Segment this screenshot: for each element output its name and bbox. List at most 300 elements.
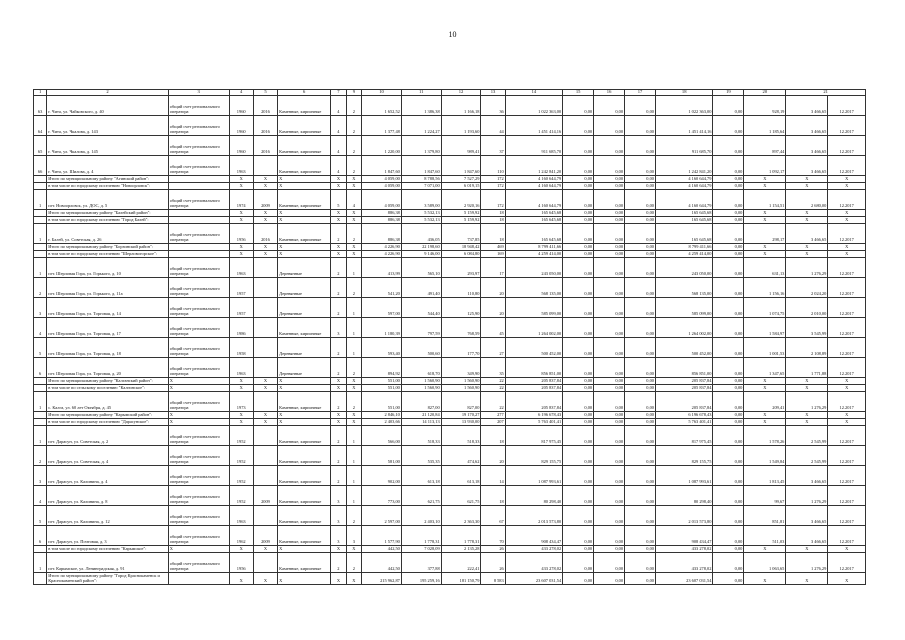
table-cell: 12.2017 — [828, 156, 866, 176]
table-cell: 23 607 031,54 — [505, 573, 562, 585]
table-cell: 1 549,84 — [744, 446, 786, 466]
table-cell: 293,97 — [441, 258, 481, 278]
table-cell: X — [786, 183, 828, 190]
table-cell: 0,00 — [625, 506, 656, 526]
table-cell: 0,00 — [563, 358, 594, 378]
table-row — [34, 553, 866, 573]
table-cell — [34, 176, 47, 183]
table-cell: 3 466,65 — [786, 96, 828, 116]
table-cell: 12.2017 — [828, 466, 866, 486]
table-cell: 2 — [346, 136, 361, 156]
table-cell: X — [253, 419, 277, 426]
table-cell: 67 — [481, 506, 505, 526]
table-cell: 377,88 — [401, 553, 441, 573]
table-cell: X — [331, 412, 346, 419]
table-cell: 205 837,84 — [655, 378, 712, 385]
header-cell: 20 — [744, 90, 786, 96]
subtotal-row — [34, 217, 866, 224]
table-cell: 433 278,02 — [505, 546, 562, 553]
table-cell: 827,00 — [401, 392, 441, 412]
table-cell: 1 193,60 — [441, 116, 481, 136]
table-cell: 737,85 — [441, 224, 481, 244]
table-cell: 631,13 — [744, 258, 786, 278]
table-cell: X — [744, 176, 786, 183]
table-cell: 243 050,00 — [505, 258, 562, 278]
table-cell: 0,00 — [594, 506, 625, 526]
table-cell: 2 846,10 — [362, 412, 402, 419]
table-cell: 165 645,68 — [655, 217, 712, 224]
table-cell: X — [828, 251, 866, 258]
table-cell: 1 — [346, 466, 361, 486]
table-cell: общий счет регионального оператора — [168, 96, 229, 116]
table-cell: 0,00 — [563, 244, 594, 251]
subtotal-row — [34, 378, 866, 385]
table-cell: 1 — [34, 553, 47, 573]
table-cell: 8 788,56 — [401, 176, 441, 183]
table-cell: 4 — [331, 156, 346, 176]
table-cell: 2 403,66 — [362, 419, 402, 426]
table-cell: Каменные, кирпичные — [278, 116, 331, 136]
table-cell: 26 — [481, 553, 505, 573]
table-cell: X — [168, 385, 229, 392]
table-cell: 6 196 678,43 — [505, 412, 562, 419]
table-cell: 63 — [34, 96, 47, 116]
table-cell — [34, 546, 47, 553]
table-cell: 22 — [481, 378, 505, 385]
table-cell: 4 160 644,79 — [655, 183, 712, 190]
table-cell: X — [229, 546, 253, 553]
table-cell: 0,00 — [713, 210, 744, 217]
table-cell — [34, 573, 47, 585]
table-cell: 469 — [481, 244, 505, 251]
table-cell: X — [786, 412, 828, 419]
table-cell: X — [278, 217, 331, 224]
table-cell: 1963 — [229, 258, 253, 278]
table-cell: 1 347,65 — [744, 358, 786, 378]
capital-repair-register-table — [33, 89, 866, 585]
table-cell: 0,00 — [594, 546, 625, 553]
table-cell: г. Чита, ул. Чайковского, д. 40 — [47, 96, 169, 116]
table-cell: 0,00 — [713, 176, 744, 183]
table-cell: 2 — [331, 466, 346, 486]
table-cell: 1 276,29 — [786, 258, 828, 278]
table-cell: 1 377,48 — [362, 116, 402, 136]
table-cell: 0,00 — [625, 446, 656, 466]
header-cell: 7 — [331, 90, 346, 96]
table-cell: 1 560,90 — [441, 378, 481, 385]
table-cell: 0,00 — [594, 116, 625, 136]
table-cell: 0,00 — [594, 385, 625, 392]
table-cell: X — [278, 244, 331, 251]
table-cell: общий счет регионального оператора — [168, 224, 229, 244]
table-cell: X — [229, 217, 253, 224]
table-cell: 0,00 — [594, 412, 625, 419]
table-cell: 2 — [331, 446, 346, 466]
table-cell: Деревянные — [278, 338, 331, 358]
table-cell: 0,00 — [594, 419, 625, 426]
table-cell: X — [346, 251, 361, 258]
table-cell — [253, 338, 277, 358]
table-cell: Деревянные — [278, 258, 331, 278]
table-cell: 565,10 — [401, 258, 441, 278]
table-cell: 4 160 644,79 — [505, 190, 562, 210]
table-cell: 1 — [34, 258, 47, 278]
table-cell: 1956 — [229, 553, 253, 573]
table-row — [34, 392, 866, 412]
table-cell: Каменные, кирпичные — [278, 136, 331, 156]
table-cell: 0,00 — [713, 258, 744, 278]
table-cell: 0,00 — [713, 378, 744, 385]
table-cell: X — [744, 419, 786, 426]
table-row — [34, 446, 866, 466]
table-cell: 886,38 — [362, 210, 402, 217]
subtotal-row — [34, 385, 866, 392]
table-cell: X — [744, 378, 786, 385]
table-cell: 2 — [331, 258, 346, 278]
table-cell: пгт. Шерловая Гора, ул. Горького, д. 11а — [47, 278, 169, 298]
table-cell: X — [828, 419, 866, 426]
table-cell: 7 527,29 — [441, 176, 481, 183]
table-cell: 4 — [346, 190, 361, 210]
table-cell: 0,00 — [594, 278, 625, 298]
table-cell: 817 975,45 — [505, 426, 562, 446]
table-cell: 2 545,99 — [786, 426, 828, 446]
table-cell: 433 278,02 — [655, 553, 712, 573]
table-cell: X — [278, 176, 331, 183]
table-cell: 0,00 — [713, 224, 744, 244]
table-cell: 0,00 — [563, 278, 594, 298]
table-cell: 4 059,00 — [362, 190, 402, 210]
table-cell: 908 434,47 — [505, 526, 562, 546]
table-cell: X — [786, 217, 828, 224]
table-cell: 2 024,20 — [786, 278, 828, 298]
table-cell: 2 — [346, 553, 361, 573]
table-cell: 0,00 — [594, 183, 625, 190]
table-cell: 0,00 — [563, 466, 594, 486]
table-cell: 518,33 — [401, 426, 441, 446]
table-cell: 18 — [481, 426, 505, 446]
table-cell: X — [331, 385, 346, 392]
table-row — [34, 116, 866, 136]
table-cell — [168, 183, 229, 190]
table-cell: Каменные, кирпичные — [278, 96, 331, 116]
table-cell: 1952 — [229, 466, 253, 486]
table-cell: 5 — [34, 338, 47, 358]
subtotal-row — [34, 419, 866, 426]
table-cell: X — [828, 385, 866, 392]
table-cell: 0,00 — [563, 486, 594, 506]
table-row — [34, 466, 866, 486]
table-cell: в том числе по городскому поселению "Город Балей": — [47, 217, 169, 224]
table-cell: в том числе по городскому поселению "Карымское": — [47, 546, 169, 553]
table-cell: X — [828, 546, 866, 553]
table-cell: 35 — [481, 358, 505, 378]
table-cell: 12.2017 — [828, 486, 866, 506]
header-cell: 3 — [168, 90, 229, 96]
table-row — [34, 526, 866, 546]
table-cell: 165 645,68 — [505, 210, 562, 217]
table-cell: 0,00 — [563, 183, 594, 190]
table-cell: общий счет регионального оператора — [168, 258, 229, 278]
table-cell: 0,00 — [563, 190, 594, 210]
table-cell: 0,00 — [594, 244, 625, 251]
table-cell: 1 264 002,00 — [505, 318, 562, 338]
header-cell: 11 — [401, 90, 441, 96]
table-cell: 1 771,88 — [786, 358, 828, 378]
table-cell: Каменные, кирпичные — [278, 190, 331, 210]
table-cell: 4 — [34, 318, 47, 338]
subtotal-row — [34, 244, 866, 251]
table-cell: Каменные, кирпичные — [278, 426, 331, 446]
table-cell: 177,70 — [441, 338, 481, 358]
table-cell: 474,62 — [441, 446, 481, 466]
table-cell: Итого по муниципальному району "Агинский район": — [47, 176, 169, 183]
table-row — [34, 224, 866, 244]
table-cell: 0,00 — [625, 419, 656, 426]
subtotal-row — [34, 546, 866, 553]
table-cell: 5 532,13 — [401, 210, 441, 217]
table-cell: 4 160 644,79 — [505, 183, 562, 190]
table-cell: 568 135,00 — [655, 278, 712, 298]
table-cell: 1 451 414,16 — [505, 116, 562, 136]
table-cell: 2 — [346, 358, 361, 378]
table-cell: 110,80 — [441, 278, 481, 298]
table-cell: г. Чита, ул. Шилова, д. 4 — [47, 156, 169, 176]
table-cell: Каменные, кирпичные — [278, 446, 331, 466]
table-cell: 511,03 — [744, 526, 786, 546]
table-cell — [168, 210, 229, 217]
table-cell: X — [278, 419, 331, 426]
table-cell: 0,00 — [625, 190, 656, 210]
table-cell: 8 799 411,66 — [505, 244, 562, 251]
table-cell: 4 — [331, 116, 346, 136]
table-cell: 4 160 644,79 — [655, 176, 712, 183]
table-row — [34, 278, 866, 298]
table-cell: пгт. Шерловая Гора, ул. Торговая, д. 20 — [47, 358, 169, 378]
table-cell: 80 298,40 — [655, 486, 712, 506]
table-cell: 12.2017 — [828, 338, 866, 358]
table-cell: 0,00 — [563, 378, 594, 385]
table-cell: Каменные, кирпичные — [278, 392, 331, 412]
table-cell: X — [278, 183, 331, 190]
table-row — [34, 190, 866, 210]
table-cell: 902,00 — [362, 466, 402, 486]
table-cell: 886,38 — [362, 217, 402, 224]
table-cell: 0,00 — [625, 136, 656, 156]
table-cell: пгт. Дарасун, ул. Калинина, д. 8 — [47, 486, 169, 506]
table-cell: 22 — [481, 385, 505, 392]
table-cell: 20 — [481, 278, 505, 298]
table-cell: 2 — [331, 553, 346, 573]
table-cell: 1952 — [229, 426, 253, 446]
table-cell: X — [828, 412, 866, 419]
header-cell: 16 — [594, 90, 625, 96]
table-cell: 2016 — [253, 224, 277, 244]
table-cell: 4 — [34, 486, 47, 506]
table-cell: 0,00 — [563, 553, 594, 573]
table-cell: 0,00 — [713, 553, 744, 573]
table-cell: 0,00 — [594, 298, 625, 318]
subtotal-row — [34, 176, 866, 183]
table-cell: 0,00 — [594, 446, 625, 466]
table-cell: 1 560,90 — [401, 385, 441, 392]
table-cell — [253, 278, 277, 298]
table-cell: 1 560,90 — [401, 378, 441, 385]
table-cell: 165 645,68 — [505, 217, 562, 224]
table-cell: общий счет регионального оператора — [168, 116, 229, 136]
table-cell: 2 680,00 — [786, 190, 828, 210]
table-cell: 2 545,99 — [786, 446, 828, 466]
table-cell: 2 403,10 — [401, 506, 441, 526]
table-cell: 222,41 — [441, 553, 481, 573]
table-cell: 0,00 — [625, 244, 656, 251]
table-cell: 12.2017 — [828, 116, 866, 136]
table-cell: 6 084,80 — [441, 251, 481, 258]
table-cell: 0,00 — [563, 546, 594, 553]
table-cell: X — [168, 412, 229, 419]
table-cell: 442,50 — [362, 553, 402, 573]
table-cell: 12.2017 — [828, 446, 866, 466]
table-cell: X — [331, 217, 346, 224]
table-row — [34, 258, 866, 278]
table-cell: 0,00 — [713, 526, 744, 546]
table-cell: 897,44 — [744, 136, 786, 156]
table-cell: 442,50 — [362, 546, 402, 553]
table-cell: X — [786, 251, 828, 258]
header-cell: 15 — [563, 90, 594, 96]
table-cell: X — [346, 546, 361, 553]
table-cell: X — [786, 244, 828, 251]
table-cell: 6 — [34, 358, 47, 378]
table-cell: 2 920,16 — [441, 190, 481, 210]
table-cell: X — [168, 419, 229, 426]
subtotal-row — [34, 573, 866, 585]
table-cell: 0,00 — [594, 466, 625, 486]
table-cell: 65 — [34, 136, 47, 156]
table-cell — [34, 217, 47, 224]
table-cell: 0,00 — [625, 224, 656, 244]
table-cell: 0,00 — [625, 486, 656, 506]
table-cell: X — [229, 251, 253, 258]
table-cell: 172 — [481, 190, 505, 210]
header-cell: 12 — [441, 90, 481, 96]
table-cell: 3 — [331, 318, 346, 338]
table-cell: 0,00 — [563, 176, 594, 183]
table-cell: 277 — [481, 412, 505, 419]
table-cell: пгт. Шерловая Гора, ул. Горького, д. 10 — [47, 258, 169, 278]
table-cell: пгт. Шерловая Гора, ул. Торговая, д. 18 — [47, 338, 169, 358]
table-cell: 1973 — [229, 392, 253, 412]
table-cell: 1 001,53 — [744, 338, 786, 358]
table-cell: 0,00 — [594, 426, 625, 446]
table-cell: X — [278, 573, 331, 585]
table-cell: 14 113,13 — [401, 419, 441, 426]
table-cell: 1952 — [229, 446, 253, 466]
table-cell: 2016 — [253, 96, 277, 116]
table-cell: X — [828, 378, 866, 385]
table-cell: X — [253, 385, 277, 392]
table-cell: 1 220,00 — [362, 136, 402, 156]
table-cell — [168, 217, 229, 224]
table-cell: 0,00 — [713, 251, 744, 258]
table-cell — [253, 156, 277, 176]
table-cell: X — [828, 210, 866, 217]
table-cell: 0,00 — [563, 392, 594, 412]
table-cell: 18 948,42 — [441, 244, 481, 251]
table-cell: X — [346, 378, 361, 385]
table-row — [34, 96, 866, 116]
table-cell: 0,00 — [563, 412, 594, 419]
subtotal-row — [34, 183, 866, 190]
table-cell: Итого по муниципальному району "Калганский район": — [47, 378, 169, 385]
header-cell: 14 — [505, 90, 562, 96]
table-cell: 20 — [481, 298, 505, 318]
table-cell: 0,00 — [713, 156, 744, 176]
table-cell — [34, 244, 47, 251]
table-cell: 544,40 — [401, 298, 441, 318]
table-cell: X — [744, 546, 786, 553]
table-cell: 17 — [481, 258, 505, 278]
table-cell: 243 050,00 — [655, 258, 712, 278]
table-cell: 0,00 — [563, 156, 594, 176]
table-cell: 1 276,29 — [786, 486, 828, 506]
table-cell: X — [331, 573, 346, 585]
table-cell: 1 242 841,20 — [505, 156, 562, 176]
table-cell: X — [253, 378, 277, 385]
table-cell: 0,00 — [594, 96, 625, 116]
table-cell: 0,00 — [713, 419, 744, 426]
table-cell: 1 180,39 — [362, 318, 402, 338]
table-cell: Деревянные — [278, 278, 331, 298]
table-cell: X — [786, 385, 828, 392]
table-cell: 0,00 — [563, 251, 594, 258]
table-cell: 500,60 — [401, 338, 441, 358]
header-cell: 9 — [346, 90, 361, 96]
table-cell — [34, 378, 47, 385]
table-cell: 1 — [346, 318, 361, 338]
table-cell: 1 166,18 — [441, 96, 481, 116]
table-cell: общий счет регионального оператора — [168, 338, 229, 358]
table-cell: Каменные, кирпичные — [278, 553, 331, 573]
table-cell: 2 — [331, 426, 346, 446]
table-cell: 1986 — [229, 318, 253, 338]
table-cell: 64 — [34, 116, 47, 136]
table-cell: X — [331, 183, 346, 190]
table-cell: X — [346, 183, 361, 190]
table-cell: 0,00 — [594, 190, 625, 210]
table-cell: 12.2017 — [828, 506, 866, 526]
table-cell: пгт. Карымское, ул. Ленинградская, д. 91 — [47, 553, 169, 573]
table-cell: 908 434,47 — [655, 526, 712, 546]
table-cell: X — [786, 378, 828, 385]
table-cell: 0,00 — [713, 338, 744, 358]
table-cell: 2009 — [253, 486, 277, 506]
table-cell: 18 — [481, 486, 505, 506]
table-cell: 3 — [331, 506, 346, 526]
table-cell: 12.2017 — [828, 298, 866, 318]
table-cell: 0,00 — [563, 116, 594, 136]
table-cell: 18 — [481, 210, 505, 217]
table-cell: общий счет регионального оператора — [168, 466, 229, 486]
table-cell: 0,00 — [713, 358, 744, 378]
table-cell: X — [229, 244, 253, 251]
table-cell: 2 135,28 — [441, 546, 481, 553]
table-cell — [253, 506, 277, 526]
table-cell: 0,00 — [713, 506, 744, 526]
table-cell: 535,35 — [401, 446, 441, 466]
table-cell: 5 159,92 — [441, 210, 481, 217]
table-cell: 911 685,70 — [505, 136, 562, 156]
